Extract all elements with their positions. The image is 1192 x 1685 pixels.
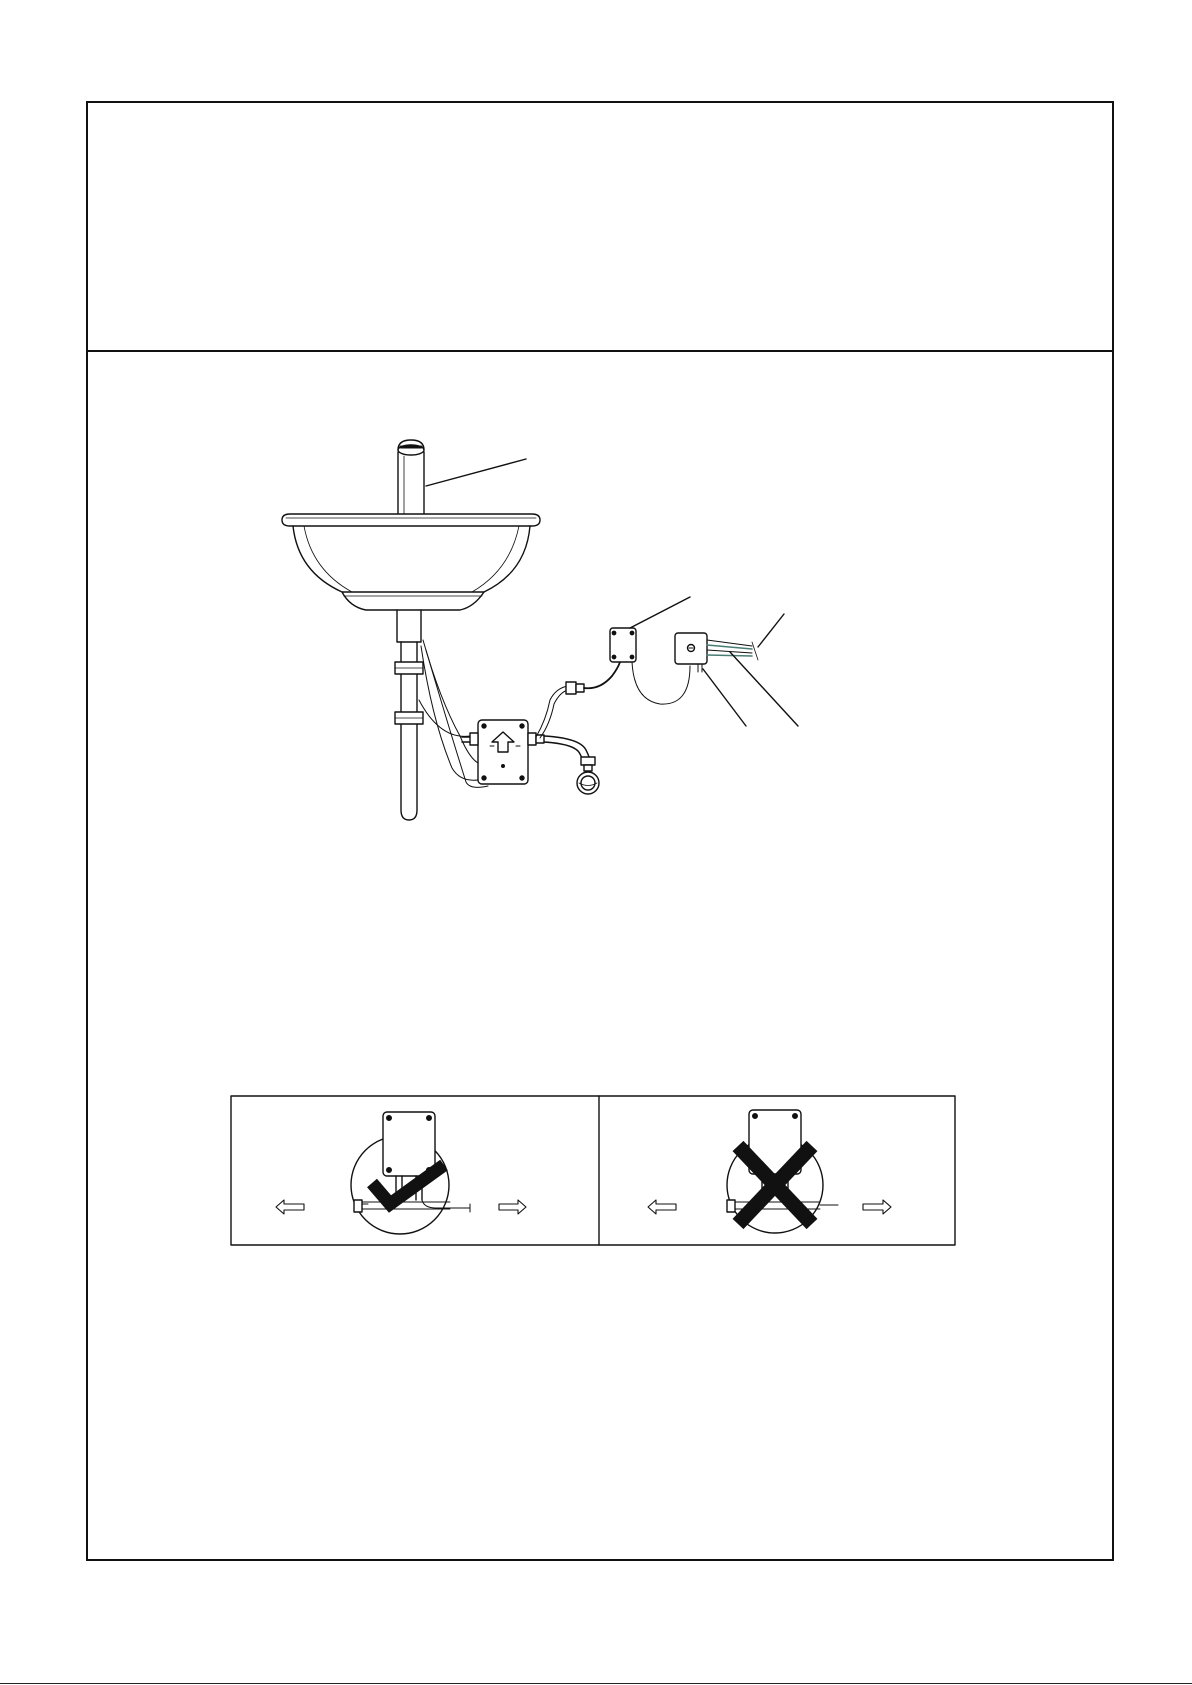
power-leader-line-2 bbox=[730, 652, 798, 726]
power-leader-line-1 bbox=[703, 669, 746, 726]
control-box bbox=[610, 628, 636, 662]
faucet-leader-line bbox=[426, 459, 526, 486]
stop-valve bbox=[577, 757, 599, 794]
solenoid-signal-cable bbox=[536, 686, 568, 738]
mains-cable-leader-line bbox=[758, 614, 784, 647]
footer-rule bbox=[0, 1683, 1192, 1684]
basin-illustration bbox=[282, 514, 540, 610]
control-box-leader-line bbox=[630, 597, 690, 628]
power-supply-box bbox=[675, 633, 758, 672]
control-to-power-cable bbox=[632, 662, 690, 704]
solenoid-valve-box bbox=[462, 720, 544, 784]
orientation-panels bbox=[231, 1096, 955, 1245]
inline-connector bbox=[566, 662, 620, 694]
faucet-illustration bbox=[398, 440, 424, 518]
drain-pipe bbox=[395, 610, 423, 820]
